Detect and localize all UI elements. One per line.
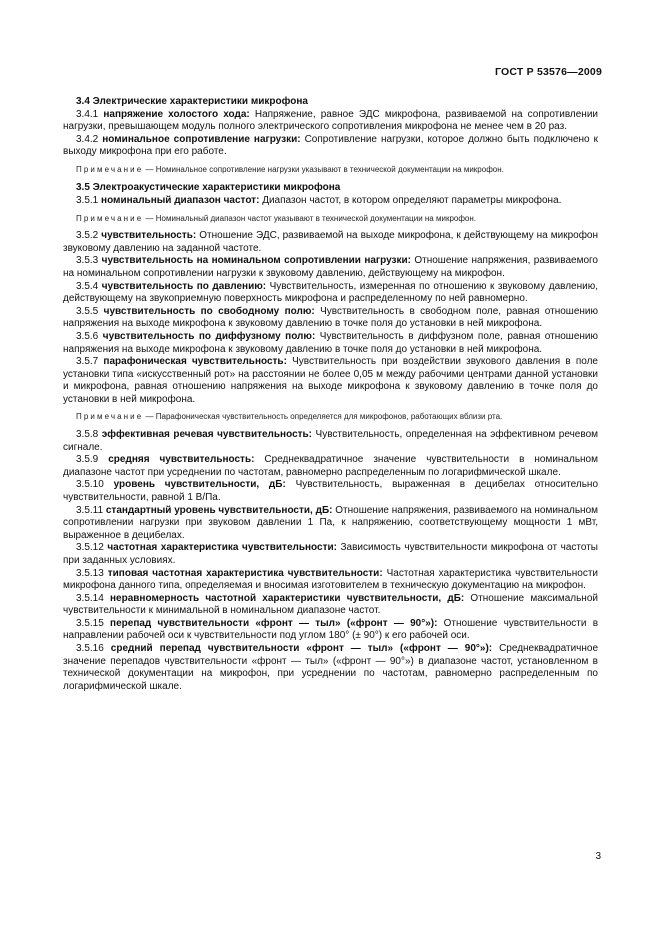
- clause-number: 3.5.13: [76, 567, 104, 579]
- definition-text: Диапазон частот, в котором определяют параметры микрофона.: [262, 195, 562, 207]
- page-number: 3: [595, 851, 601, 862]
- term: парафоническая чувствительность:: [103, 356, 287, 368]
- definition-text: Чувствительность, выраженная в децибелах относительно чувствительности, равной 1 В/Па.: [63, 479, 599, 503]
- term: уровень чувствительности, дБ:: [113, 479, 286, 491]
- term: чувствительность по диффузному полю:: [102, 330, 316, 342]
- clause-number: 3.5.2: [76, 230, 99, 242]
- term: средний перепад чувствительности «фронт — тыл» («фронт — 90°»):: [110, 643, 493, 655]
- clause-number: 3.5.10: [76, 479, 104, 491]
- clause-number: 3.5.4: [76, 280, 99, 292]
- definition-text: Чувствительность в свободном поле, равная отношению напряжения на выходе микрофона к звуковому давлению в точке поля до установки в ней микрофона.: [63, 305, 598, 330]
- note-label: Примечание: [76, 213, 144, 223]
- term: эффективная речевая чувствительность:: [101, 428, 313, 440]
- clause-number: 3.5.7: [76, 356, 99, 368]
- term: номинальный диапазон частот:: [101, 195, 260, 207]
- clause-number: 3.5.16: [76, 643, 104, 655]
- definition-text: Частотная характеристика чувствительности микрофона данного типа, определяемая и вносимая изготовителем в техническую документацию на микрофон.: [63, 567, 599, 592]
- note-text: — Номинальное сопротивление нагрузки указывают в технической документации на микрофон.: [143, 164, 504, 174]
- note: [63, 412, 598, 423]
- definition-paragraph: [63, 134, 598, 159]
- note-label: Примечание: [76, 412, 144, 422]
- definition-paragraph: [63, 505, 598, 543]
- definition-paragraph: [63, 618, 598, 643]
- term: номинальное сопротивление нагрузки:: [102, 133, 301, 145]
- definition-text: Чувствительность, определенная на эффективном речевом сигнале.: [63, 428, 599, 453]
- definition-paragraph: [63, 542, 598, 567]
- definition-paragraph: [63, 568, 598, 593]
- definition-paragraph: [63, 255, 598, 280]
- clause-number: 3.5.14: [76, 592, 104, 604]
- term: чувствительность по свободному полю:: [103, 305, 315, 317]
- definition-paragraph: [63, 195, 598, 208]
- note-text: — Парафоническая чувствительность определяется для микрофонов, работающих вблизи рта.: [143, 412, 503, 422]
- clause-number: 3.5.8: [76, 428, 99, 440]
- clause-number: 3.5.9: [76, 454, 99, 466]
- definition-paragraph: [63, 643, 598, 693]
- definition-paragraph: [63, 306, 598, 331]
- note-label: Примечание: [76, 164, 144, 174]
- definition-text: Отношение максимальной чувствительности к минимальной в номинальном диапазоне частот.: [63, 592, 598, 617]
- definition-paragraph: [63, 356, 598, 406]
- definition-paragraph: [63, 454, 598, 479]
- section-heading: 3.5 Электроакустические характеристики микрофона: [76, 182, 341, 194]
- definition-paragraph: [63, 479, 598, 504]
- document-body: [63, 96, 598, 693]
- term: чувствительность по давлению:: [101, 280, 267, 292]
- clause-number: 3.5.11: [76, 504, 104, 516]
- definition-text: Зависимость чувствительности микрофона от частоты при заданных условиях.: [63, 542, 598, 566]
- standard-header: ГОСТ Р 53576—2009: [494, 66, 602, 78]
- term: неравномерность частотной характеристики чувствительности, дБ:: [110, 592, 465, 604]
- definition-paragraph: [63, 429, 598, 454]
- definition-paragraph: [63, 109, 598, 134]
- definition-paragraph: [63, 331, 598, 356]
- clause-number: 3.5.1: [76, 195, 99, 207]
- term: чувствительность на номинальном сопротивлении нагрузки:: [101, 255, 411, 267]
- clause-number: 3.5.15: [76, 617, 104, 629]
- definition-text: Отношение напряжения, развиваемого на номинальном сопротивлении нагрузки при звуковом давлении 1 Па, к напряжению, соответствующему мощности 1 мВт, выраженное в децибелах.: [63, 504, 599, 541]
- note-text: — Номинальный диапазон частот указывают в технической документации на микрофон.: [143, 213, 477, 223]
- term: чувствительность:: [101, 230, 197, 242]
- clause-number: 3.5.6: [76, 330, 99, 342]
- definition-text: Среднеквадратичное значение чувствительности в номинальном диапазоне частот при усреднении по частотам, равномерно распределенным по логарифмической шкале.: [63, 454, 598, 478]
- note: [63, 165, 598, 176]
- definition-text: Чувствительность, измеренная по отношению к звуковому давлению, действующему на звукоприемную поверхность микрофона и распределенному по ней равномерно.: [63, 280, 599, 305]
- definition-text: Напряжение, равное ЭДС микрофона, развиваемой на сопротивлении нагрузки, превышающем модуль полного электрического сопротивления микрофона не менее чем в 20 раз.: [63, 108, 599, 133]
- clause-number: 3.5.5: [76, 305, 99, 317]
- definition-paragraph: [63, 281, 598, 306]
- definition-text: Чувствительность при воздействии звукового давления в поле установки типа «искусственный рот» на расстоянии не более 0,05 м между рабочими центрами данной установки и микрофона, равная отношению напряжения на выходе микрофона к звуковому давлению в точке поля до установки в ней микрофона.: [63, 356, 598, 405]
- definition-text: Отношение напряжения, развиваемого на номинальном сопротивлении нагрузки к звуковому давлению, действующему на микрофон.: [63, 255, 598, 279]
- definition-text: Среднеквадратичное значение перепадов чувствительности «фронт — тыл» («фронт — 90°») в диапазоне частот, установленном в технической документации на микрофон, при усреднении по частотам, равномерно распределенным по логарифмической шкале.: [63, 643, 599, 692]
- term: перепад чувствительности «фронт — тыл» («фронт — 90°»):: [110, 617, 438, 629]
- definition-paragraph: [63, 593, 598, 618]
- note: [63, 214, 598, 225]
- term: напряжение холостого хода:: [103, 108, 250, 120]
- term: стандартный уровень чувствительности, дБ:: [105, 504, 333, 516]
- definition-text: Отношение чувствительности в направлении рабочей оси к чувствительности под углом 180° (± 90°) к его рабочей оси.: [63, 617, 599, 642]
- definition-text: Чувствительность в диффузном поле, равная отношению напряжения на выходе микрофона к звуковому давлению в точке поля до установки в ней микрофона.: [63, 330, 598, 355]
- clause-number: 3.4.2: [76, 133, 99, 145]
- definition-paragraph: [63, 230, 598, 255]
- term: частотная характеристика чувствительности:: [107, 542, 337, 554]
- definition-text: Отношение ЭДС, развиваемой на выходе микрофона, к действующему на микрофон звуковому давлению на заданной частоте.: [63, 230, 598, 254]
- definition-text: Сопротивление нагрузки, которое должно быть подключено к выходу микрофона при его работе.: [63, 133, 599, 158]
- term: типовая частотная характеристика чувствительности:: [107, 567, 383, 579]
- clause-number: 3.4.1: [76, 108, 99, 120]
- clause-number: 3.5.12: [76, 542, 104, 554]
- section-heading: 3.4 Электрические характеристики микрофона: [76, 96, 308, 107]
- clause-number: 3.5.3: [76, 255, 99, 267]
- term: средняя чувствительность:: [108, 454, 255, 466]
